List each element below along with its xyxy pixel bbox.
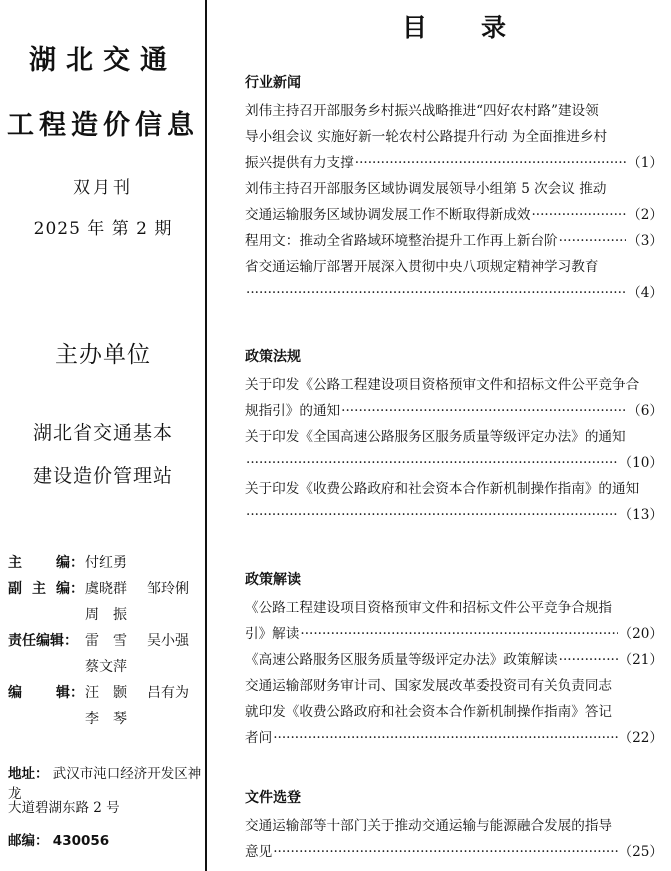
- staff-row: [8, 576, 204, 602]
- staff-names: [85, 628, 209, 654]
- toc-entry-text: 意见: [245, 844, 273, 860]
- toc-entry[interactable]: [245, 372, 663, 424]
- toc-entry-last-line: [245, 502, 663, 528]
- toc-entry-line: 关于印发《公路工程建设项目资格预审文件和招标文件公平竞争合: [245, 377, 640, 393]
- toc-title-char-2: 录: [481, 13, 507, 42]
- toc-page-number: （20）: [618, 626, 663, 642]
- toc-page-number: （3）: [627, 233, 663, 249]
- toc-page-number: （22）: [618, 730, 663, 746]
- address-label: 地址：: [8, 766, 49, 782]
- toc-entry-line: 导小组会议 实施好新一轮农村公路提升行动 为全面推进乡村: [245, 129, 608, 145]
- toc-entry-line: 交通运输部等十部门关于推动交通运输与能源融合发展的指导: [245, 818, 613, 834]
- staff-names: [85, 654, 147, 680]
- toc-entry-line: 就印发《收费公路政府和社会资本合作新机制操作指南》答记: [245, 704, 613, 720]
- address-text-line2: 大道碧湖东路 2 号: [8, 800, 120, 816]
- address-text-line1: 武汉市沌口经济开发区神龙: [8, 766, 202, 802]
- toc-entry-line: 交通运输部财务审计司、国家发展改革委投资司有关负责同志: [245, 678, 613, 694]
- toc-page-number: （10）: [618, 455, 663, 471]
- staff-name: 付红勇: [85, 555, 127, 571]
- staff-name: 吕有为: [147, 685, 189, 701]
- toc-page-number: （2）: [627, 207, 663, 223]
- table-of-contents: [245, 0, 663, 871]
- toc-entry[interactable]: [245, 176, 663, 228]
- toc-entry-line: 刘伟主持召开部服务区域协调发展领导小组第 5 次会议 推动: [245, 181, 607, 197]
- magazine-title-line1: 湖北交通: [29, 45, 177, 76]
- sponsor-label: 主办单位: [55, 342, 151, 368]
- staff-name: 李 琴: [85, 711, 127, 727]
- postcode-value: 430056: [52, 833, 110, 849]
- toc-entry[interactable]: [245, 813, 663, 865]
- toc-section-heading: 政策法规: [245, 349, 301, 365]
- toc-entry[interactable]: [245, 228, 663, 254]
- toc-section: [245, 346, 663, 528]
- sponsor-name-line1: 湖北省交通基本: [32, 422, 173, 444]
- toc-page-number: （1）: [627, 155, 663, 171]
- dot-leader: [246, 450, 618, 476]
- toc-section: [245, 569, 663, 751]
- staff-row: [8, 680, 204, 706]
- toc-entry-text: 振兴提供有力支撑: [245, 155, 354, 171]
- toc-entry-line: 关于印发《收费公路政府和社会资本合作新机制操作指南》的通知: [245, 481, 640, 497]
- toc-title: [245, 8, 663, 44]
- dot-leader: [300, 621, 617, 647]
- staff-row: [8, 654, 204, 680]
- cover-panel: [0, 0, 206, 871]
- toc-entry-last-line: [245, 621, 663, 647]
- staff-role: [8, 680, 84, 706]
- postcode-line: [8, 831, 204, 851]
- staff-names: [85, 680, 209, 706]
- dot-leader: [246, 280, 626, 306]
- staff-names: [85, 550, 147, 576]
- toc-entry-last-line: [245, 280, 663, 306]
- dot-leader: [341, 398, 626, 424]
- staff-name: 蔡文萍: [85, 659, 127, 675]
- toc-section: [245, 787, 663, 865]
- toc-entry-last-line: [245, 398, 663, 424]
- toc-entry-line: 《公路工程建设项目资格预审文件和招标文件公平竞争合规指: [245, 600, 613, 616]
- sponsor-name-line2: 建设造价管理站: [32, 465, 173, 487]
- toc-page-number: （21）: [618, 652, 663, 668]
- staff-role: [8, 628, 84, 654]
- dot-leader: [355, 150, 626, 176]
- toc-entry-line: 刘伟主持召开部服务乡村振兴战略推进“四好农村路”建设领: [245, 103, 599, 119]
- toc-entry-last-line: [245, 725, 663, 751]
- toc-section: [245, 72, 663, 306]
- toc-page-number: （13）: [618, 507, 663, 523]
- staff-name: 吴小强: [147, 633, 189, 649]
- toc-entry-text: 规指引》的通知: [245, 403, 341, 419]
- toc-entry-text: 交通运输服务区域协调发展工作不断取得新成效: [245, 207, 531, 223]
- toc-entry[interactable]: [245, 98, 663, 176]
- toc-entry-last-line: [245, 450, 663, 476]
- toc-entry-text: 程用文：推动全省路域环境整治提升工作再上新台阶: [245, 233, 558, 249]
- toc-page-number: （25）: [618, 844, 663, 860]
- toc-section-heading: 行业新闻: [245, 75, 301, 91]
- toc-entry-text: 《高速公路服务区服务质量等级评定办法》政策解读: [245, 652, 558, 668]
- staff-row: [8, 602, 204, 628]
- toc-section-heading: 政策解读: [245, 572, 301, 588]
- toc-entry-line: 省交通运输厅部署开展深入贯彻中央八项规定精神学习教育: [245, 259, 599, 275]
- toc-entry-line: 关于印发《全国高速公路服务区服务质量等级评定办法》的通知: [245, 429, 626, 445]
- toc-entry-text: 引》解读: [245, 626, 300, 642]
- magazine-title-line2: 工程造价信息: [7, 110, 199, 141]
- dot-leader: [559, 647, 618, 673]
- staff-name: 雷 雪: [85, 633, 127, 649]
- publication-frequency: 双月刊: [73, 178, 133, 198]
- staff-role-part: 编: [8, 685, 22, 701]
- toc-entry-last-line: [245, 150, 663, 176]
- staff-names: [85, 602, 147, 628]
- staff-role-part: 编：: [56, 581, 84, 597]
- staff-role-part: 副: [8, 581, 22, 597]
- staff-role: [8, 576, 84, 602]
- dot-leader: [246, 502, 618, 528]
- issue-number: 2025 年 第 2 期: [33, 219, 173, 239]
- toc-entry[interactable]: [245, 673, 663, 751]
- staff-name: 周 振: [85, 607, 127, 623]
- staff-names: [85, 706, 147, 732]
- toc-entry-last-line: [245, 202, 663, 228]
- toc-entry[interactable]: [245, 647, 663, 673]
- toc-title-char-1: 目: [401, 13, 427, 42]
- toc-section-heading: 文件选登: [245, 790, 301, 806]
- staff-name: 虞晓群: [85, 581, 127, 597]
- staff-role-part: 主: [32, 581, 46, 597]
- staff-names: [85, 576, 209, 602]
- staff-name: 汪 颢: [85, 685, 127, 701]
- staff-name: 邹玲俐: [147, 581, 189, 597]
- postcode-label: 邮编：: [8, 833, 49, 849]
- toc-page-number: （6）: [627, 403, 663, 419]
- toc-entry-last-line: [245, 839, 663, 865]
- staff-row: [8, 550, 204, 576]
- editorial-staff-list: [8, 550, 204, 732]
- toc-entry-last-line: [245, 647, 663, 673]
- staff-role-part: 责任编辑：: [8, 633, 78, 649]
- staff-role: [8, 550, 84, 576]
- toc-entry[interactable]: [245, 595, 663, 647]
- staff-role-part: 辑：: [56, 685, 84, 701]
- address-line2: [8, 798, 204, 818]
- dot-leader: [273, 839, 617, 865]
- staff-row: [8, 706, 204, 732]
- dot-leader: [531, 202, 626, 228]
- toc-entry-text: 者问: [245, 730, 273, 746]
- dot-leader: [273, 725, 617, 751]
- staff-role-part: 编：: [56, 555, 84, 571]
- staff-role-part: 主: [8, 555, 22, 571]
- staff-row: [8, 628, 204, 654]
- toc-page-number: （4）: [627, 285, 663, 301]
- toc-entry-last-line: [245, 228, 663, 254]
- toc-entry[interactable]: [245, 424, 663, 476]
- dot-leader: [559, 228, 627, 254]
- toc-entry[interactable]: [245, 476, 663, 528]
- toc-entry[interactable]: [245, 254, 663, 306]
- column-divider: [205, 0, 207, 871]
